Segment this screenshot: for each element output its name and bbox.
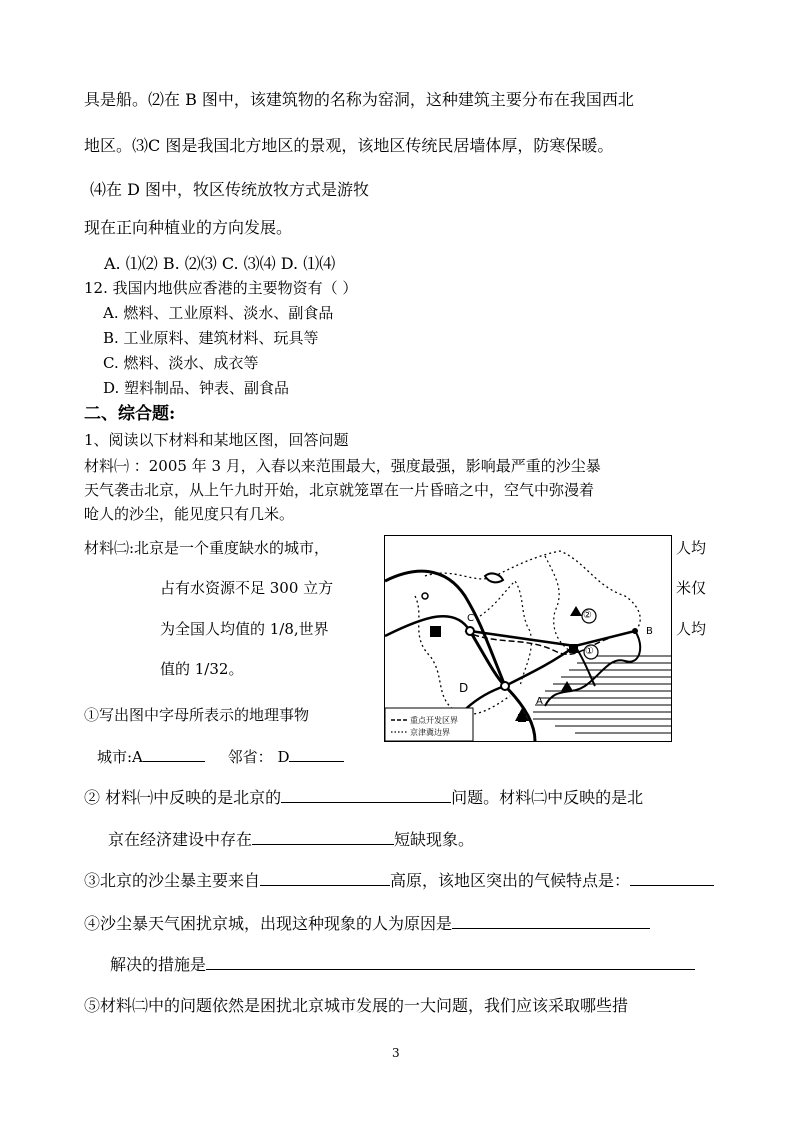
legend-key-dev-border: 重点开发区界 [410, 716, 458, 725]
question-b-text: ② 材料㈠中反映的是北京的 [84, 788, 282, 807]
map-label-1: ① [585, 646, 594, 657]
material-1-line: 材料㈠ ：2005 年 3 月，入春以来范围最大，强度最强，影响最严重的沙尘暴 [84, 457, 601, 475]
page-number: 3 [392, 1046, 400, 1060]
map-label-b: B [646, 626, 653, 637]
question-a-answers [97, 747, 344, 767]
material-2-line: 米仅 [676, 579, 707, 597]
answer-blank-d[interactable] [289, 747, 344, 762]
text-line: 地区。⑶C 图是我国北方地区的景观，该地区传统民居墙体厚，防寒保暖。 [84, 136, 614, 155]
material-2-line: 占有水资源不足 300 立方 [160, 579, 334, 597]
question-d-line [110, 955, 695, 975]
material-1-line: 天气袭击北京，从上午九时开始，北京就笼罩在一片昏暗之中，空气中弥漫着 [84, 481, 595, 499]
question-b-text: 京在经济建设中存在 [108, 830, 253, 849]
answer-blank-b2[interactable] [252, 830, 394, 845]
answer-blank-d2[interactable] [206, 955, 695, 970]
city-label: 城市:A [97, 748, 143, 766]
option-c: C. 燃料、淡水、成衣等 [103, 354, 259, 372]
option-a: A. 燃料、工业原料、淡水、副食品 [103, 304, 334, 322]
question-d-text: 解决的措施是 [110, 955, 207, 974]
answer-blank-b1[interactable] [281, 788, 451, 803]
question-12-stem: 12. 我国内地供应香港的主要物资有（ ） [84, 279, 358, 297]
material-1-line: 呛人的沙尘，能见度只有几米。 [84, 505, 295, 523]
legend-jjj-border: 京津冀边界 [410, 728, 450, 737]
option-d: D. 塑料制品、钟表、副食品 [103, 379, 290, 397]
question-c-text: 高原，该地区突出的气候特点是： [390, 871, 631, 890]
question-d-line [84, 914, 650, 934]
material-2-line: 人均 [676, 539, 707, 557]
material-2-line: 人均 [676, 620, 707, 638]
question-a-stem: ①写出图中字母所表示的地理事物 [84, 706, 310, 724]
region-map-graphic [385, 536, 671, 741]
text-line: ⑷在 D 图中，牧区传统放牧方式是游牧 [90, 180, 370, 199]
map-label-a: A [536, 696, 543, 707]
neighbor-label: 邻省： D [227, 748, 290, 766]
question-e-line: ⑤材料㈡中的问题依然是困扰北京城市发展的一大问题，我们应该采取哪些措 [84, 996, 629, 1015]
answer-options: A. ⑴⑵ B. ⑵⑶ C. ⑶⑷ D. ⑴⑷ [104, 254, 336, 273]
material-2-line: 值的 1/32。 [160, 660, 244, 678]
question-c-text: ③北京的沙尘暴主要来自 [84, 871, 261, 890]
material-2-line: 材料㈡:北京是一个重度缺水的城市， [84, 539, 330, 557]
material-2-line: 为全国人均值的 1/8,世界 [160, 620, 329, 638]
answer-blank-d1[interactable] [452, 914, 650, 929]
option-b: B. 工业原料、建筑材料、玩具等 [103, 329, 319, 347]
map-label-d: D [459, 681, 469, 695]
map-label-2: ② [583, 610, 592, 621]
text-line: 现在正向种植业的方向发展。 [84, 218, 293, 237]
answer-blank-c2[interactable] [630, 871, 714, 886]
text-line: 具是船。⑵在 B 图中，该建筑物的名称为窑洞，这种建筑主要分布在我国西北 [84, 90, 634, 109]
question-intro: 1、阅读以下材料和某地区图，回答问题 [84, 431, 349, 449]
question-b-line [108, 830, 474, 850]
map-label-c: C [467, 613, 474, 624]
section-heading: 二、综合题: [84, 404, 176, 424]
question-d-text: ④沙尘暴天气困扰京城，出现这种现象的人为原因是 [84, 914, 453, 933]
answer-blank-a[interactable] [143, 747, 205, 762]
question-c-line [84, 871, 714, 891]
question-b-text: 短缺现象。 [394, 830, 475, 849]
region-map [384, 535, 672, 742]
answer-blank-c1[interactable] [260, 871, 390, 886]
question-b-line [84, 788, 643, 808]
question-b-text: 问题。材料㈡中反映的是北 [451, 788, 644, 807]
